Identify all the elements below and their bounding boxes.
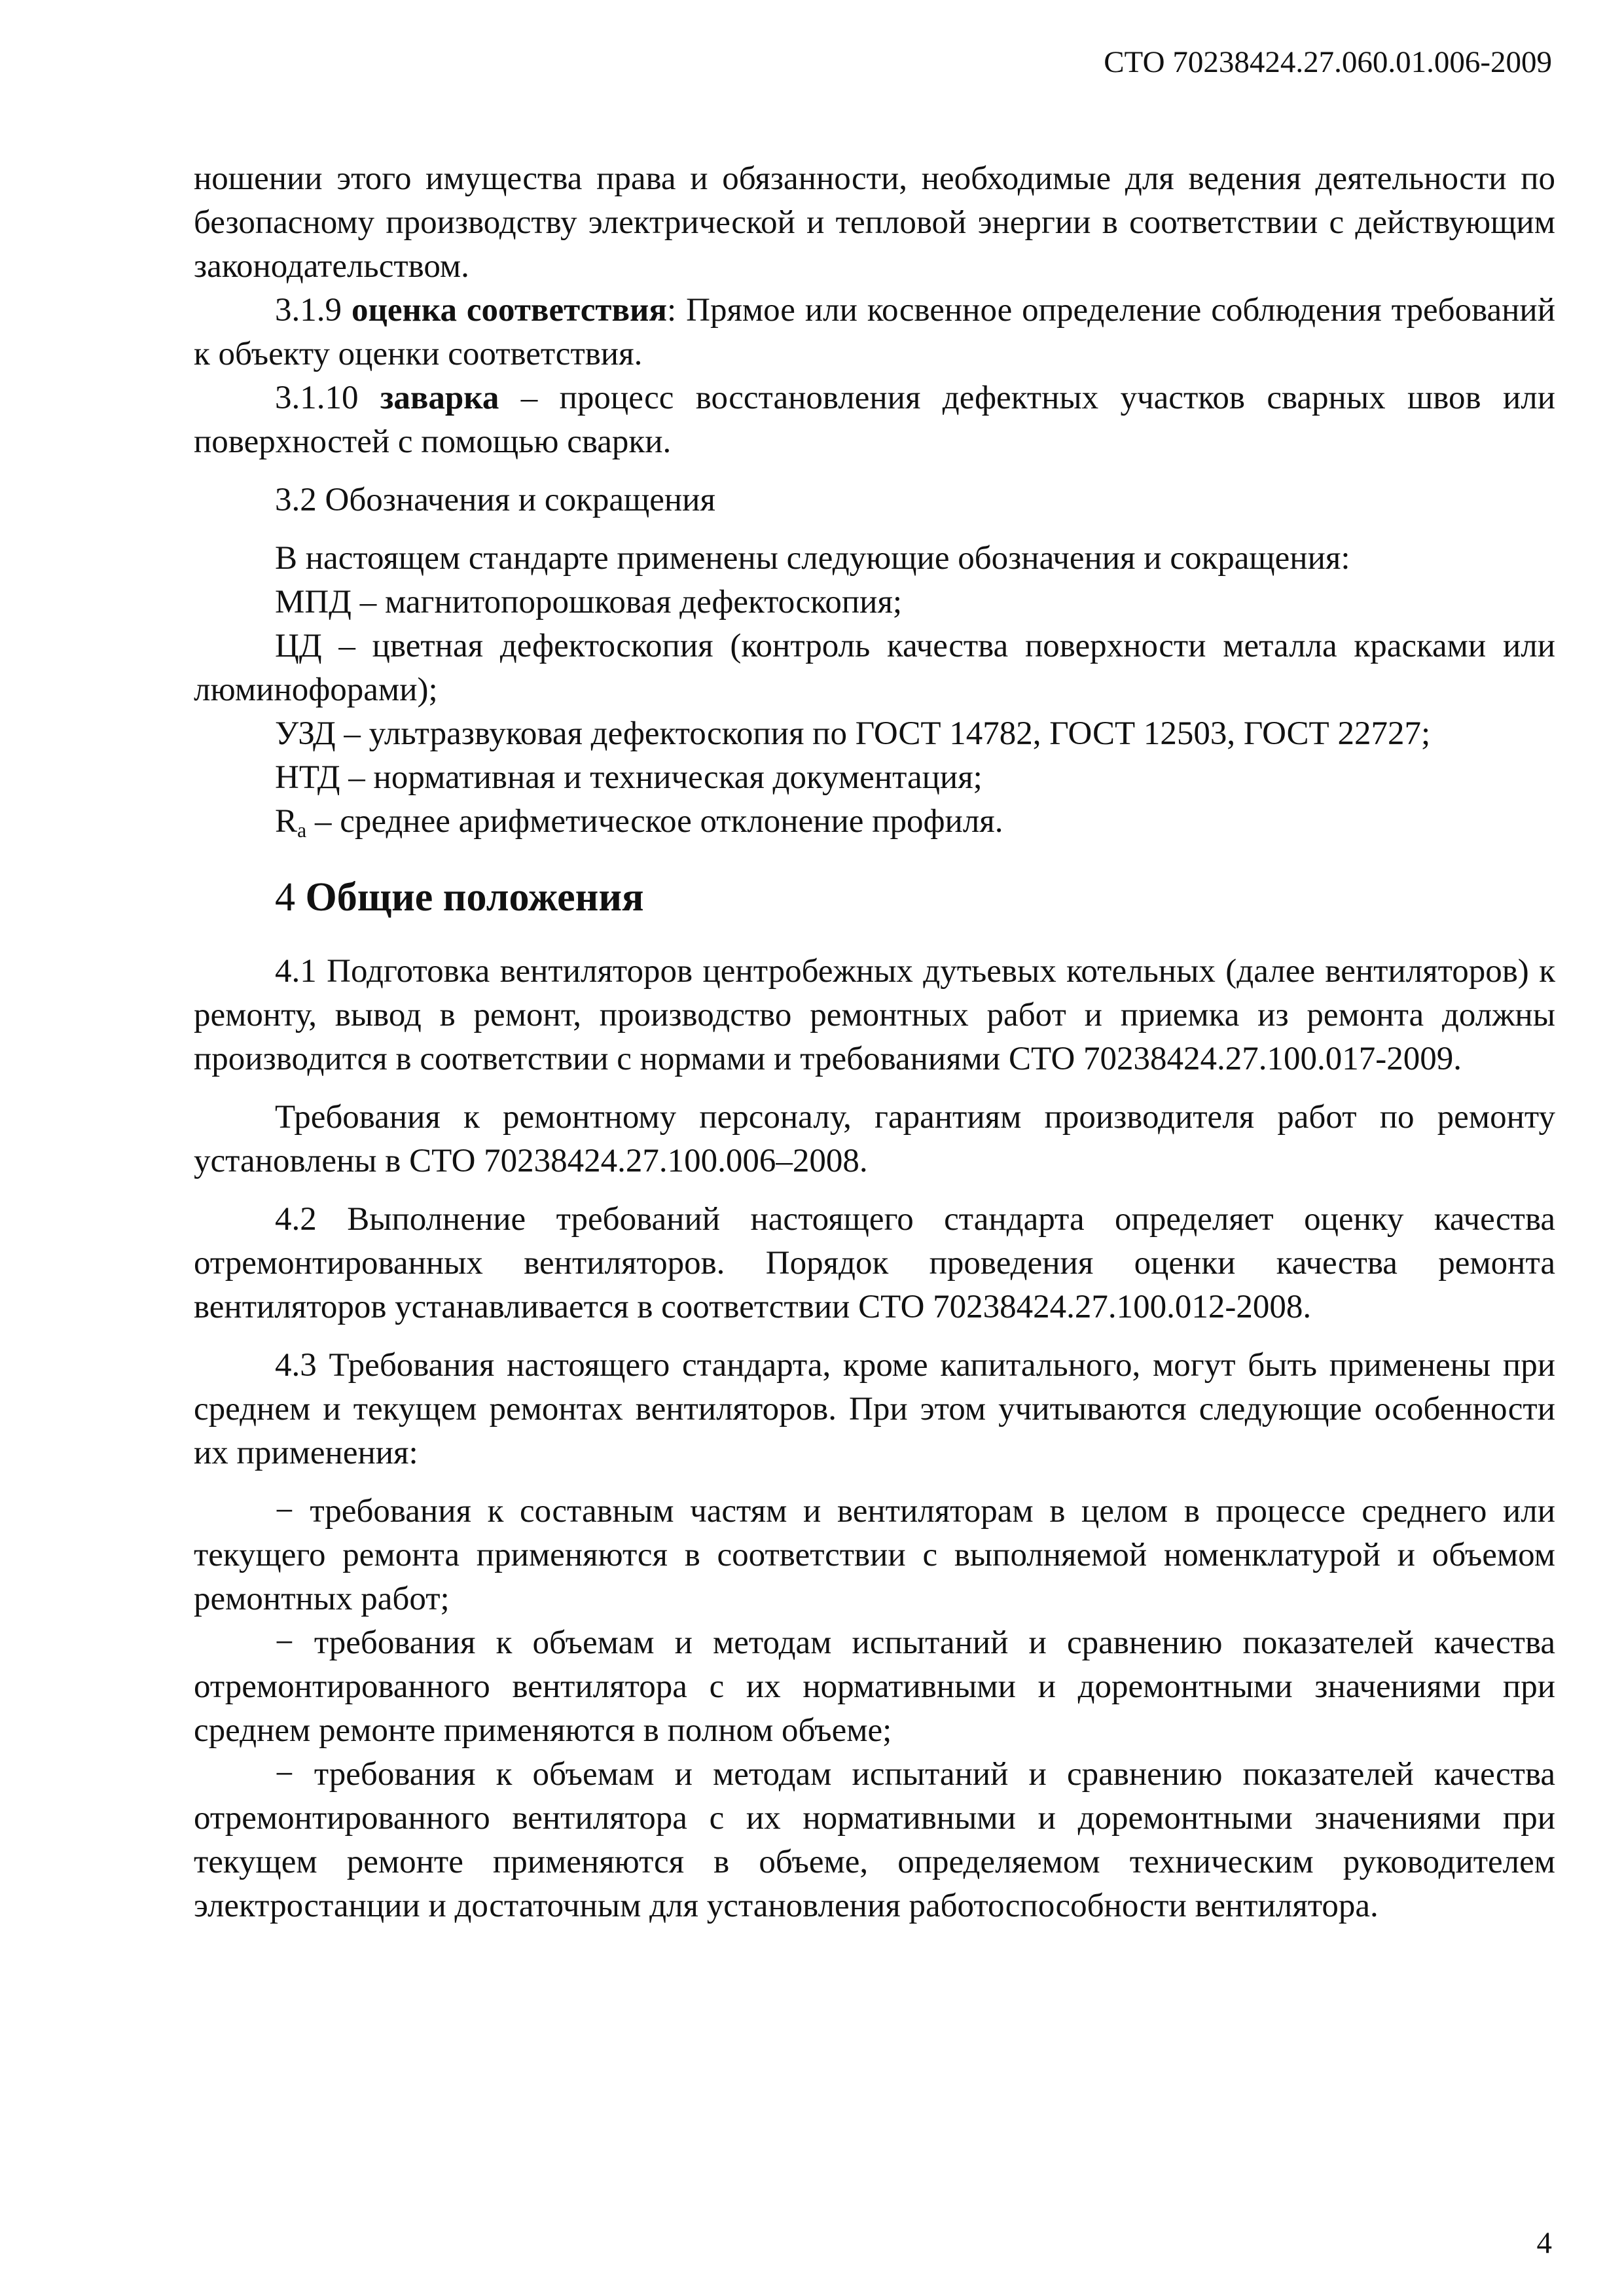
defined-term: оценка соответствия — [351, 292, 667, 329]
list-item: − требования к составным частям и вентиляторам в целом в процессе среднего или текущего ремонта применяются в соответствии с выполняемой номенклатурой и объемом ремонтных работ; — [194, 1493, 1555, 1617]
abbreviation-ra — [194, 800, 1555, 844]
abbreviation-mpd: МПД – магнитопорошковая дефектоскопия; — [275, 584, 903, 620]
document-code-header: СТО 70238424.27.060.01.006-2009 — [1104, 45, 1552, 79]
section-title: Общие положения — [305, 875, 644, 920]
page-number: 4 — [1536, 2226, 1552, 2260]
defined-term: заварка — [380, 380, 499, 416]
abbreviation-cd: ЦД – цветная дефектоскопия (контроль качества поверхности металла красками или люминофорами); — [194, 628, 1555, 708]
clause-number: 3.1.9 — [275, 292, 352, 329]
section-number: 4 — [275, 875, 306, 920]
paragraph-personnel: Требования к ремонтному персоналу, гарантиям производителя работ по ремонту установлены в СТО 70238424.27.100.006–2008. — [194, 1099, 1555, 1179]
list-item: − требования к объемам и методам испытаний и сравнению показателей качества отремонтированного вентилятора с их нормативными и доремонтными значениями при текущем ремонте применяются в объеме, определяемом техническим руководителем электростанции и достаточным для установления работоспособности вентилятора. — [194, 1756, 1555, 1924]
paragraph-4-1: 4.1 Подготовка вентиляторов центробежных дутьевых котельных (далее вентиляторов) к ремонту, вывод в ремонт, производство ремонтных работ и приемка из ремонта должны производится в соответствии с нормами и требованиями СТО 70238424.27.100.017-2009. — [194, 953, 1555, 1077]
symbol-r: R — [275, 803, 298, 840]
paragraph-continuation: ношении этого имущества права и обязанности, необходимые для ведения деятельности по безопасному производству электрической и тепловой энергии в соответствии с действующим законодательством. — [194, 160, 1555, 285]
document-body — [194, 157, 1555, 1928]
section-4-heading — [275, 871, 1555, 924]
definition-text: : Прямое или косвенное определение соблюдения требований к объекту оценки соответствия. — [194, 292, 1556, 372]
paragraph-4-2: 4.2 Выполнение требований настоящего стандарта определяет оценку качества отремонтированных вентиляторов. Порядок проведения оценки качества ремонта вентиляторов устанавливается в соответствии СТО 70238424.27.100.012-2008. — [194, 1201, 1555, 1325]
list-item: − требования к объемам и методам испытаний и сравнению показателей качества отремонтированного вентилятора с их нормативными и доремонтными значениями при среднем ремонте применяются в полном объеме; — [194, 1624, 1555, 1749]
definition-3-1-9 — [194, 289, 1555, 376]
symbol-subscript: a — [297, 818, 307, 842]
definition-text: – процесс восстановления дефектных участков сварных швов или поверхностей с помощью сварки. — [194, 380, 1555, 460]
definition-3-1-10 — [194, 376, 1555, 464]
clause-number: 3.1.10 — [275, 380, 380, 416]
abbreviations-intro: В настоящем стандарте применены следующие обозначения и сокращения: — [275, 540, 1350, 577]
abbreviation-text: – среднее арифметическое отклонение профиля. — [306, 803, 1003, 840]
subsection-heading-3-2: 3.2 Обозначения и сокращения — [275, 482, 715, 518]
paragraph-4-3: 4.3 Требования настоящего стандарта, кроме капитального, могут быть применены при среднем и текущем ремонтах вентиляторов. При этом учитываются следующие особенности их применения: — [194, 1347, 1555, 1471]
abbreviation-ntd: НТД – нормативная и техническая документация; — [275, 759, 983, 796]
abbreviation-uzd: УЗД – ультразвуковая дефектоскопия по ГОСТ 14782, ГОСТ 12503, ГОСТ 22727; — [275, 715, 1431, 752]
